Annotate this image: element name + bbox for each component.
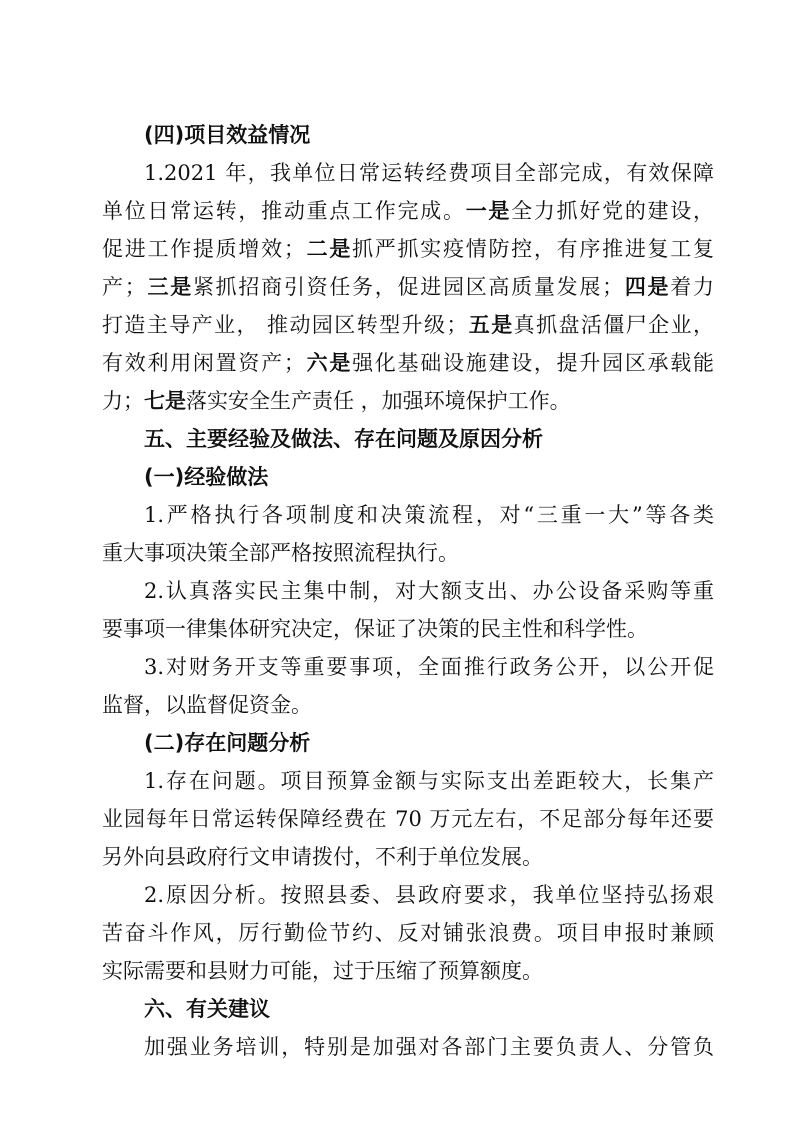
emphasis-three: 三是 xyxy=(145,275,193,299)
paragraph-line: 3.对财务开支等重要事项，全面推行政务公开，以公开促 xyxy=(144,655,714,679)
emphasis-six: 六是 xyxy=(304,351,353,375)
paragraph-line: 业园每年日常运转保障经费在 70 万元左右，不足部分每年还要 xyxy=(102,807,714,831)
emphasis-two: 二是 xyxy=(304,237,353,261)
section-5-heading: 五、主要经验及做法、存在问题及原因分析 xyxy=(144,427,543,451)
paragraph-line: 要事项一律集体研究决定，保证了决策的民主性和科学性。 xyxy=(102,617,648,641)
section-6-heading: 六、有关建议 xyxy=(144,997,270,1021)
paragraph-line: 实际需要和县财力可能，过于压缩了预算额度。 xyxy=(102,959,543,983)
paragraph-line: 有效利用闲置资产；六是强化基础设施建设，提升园区承载能 xyxy=(102,351,715,375)
emphasis-five: 五是 xyxy=(467,313,514,337)
paragraph-line: 1.严格执行各项制度和决策流程，对“三重一大”等各类 xyxy=(144,503,714,527)
paragraph-line: 2.原因分析。按照县委、县政府要求，我单位坚持弘扬艰 xyxy=(144,883,714,907)
emphasis-four: 四是 xyxy=(623,275,671,299)
paragraph-line: 加强业务培训，特别是加强对各部门主要负责人、分管负 xyxy=(144,1035,714,1059)
paragraph-line: 力；七是落实安全生产责任 ，加强环境保护工作。 xyxy=(102,389,571,413)
paragraph-line: 单位日常运转，推动重点工作完成。一是全力抓好党的建设， xyxy=(102,199,715,223)
emphasis-one: 一是 xyxy=(465,199,512,223)
subsection-2-heading: (二)存在问题分析 xyxy=(144,731,311,755)
paragraph-line: 1.2021 年，我单位日常运转经费项目全部完成，有效保障 xyxy=(144,161,714,185)
paragraph-line: 重大事项决策全部严格按照流程执行。 xyxy=(102,541,459,565)
paragraph-line: 另外向县政府行文申请拨付，不利于单位发展。 xyxy=(102,845,543,869)
paragraph-line: 苦奋斗作风，厉行勤俭节约、反对铺张浪费。项目申报时兼顾 xyxy=(102,921,714,945)
paragraph-line: 2.认真落实民主集中制，对大额支出、办公设备采购等重 xyxy=(144,579,714,603)
paragraph-line: 打造主导产业， 推动园区转型升级；五是真抓盘活僵尸企业， xyxy=(102,313,715,337)
paragraph-line: 产；三是紧抓招商引资任务，促进园区高质量发展；四是着力 xyxy=(102,275,715,299)
emphasis-seven: 七是 xyxy=(144,389,186,413)
paragraph-line: 监督，以监督促资金。 xyxy=(102,693,312,717)
section-4-heading: (四)项目效益情况 xyxy=(144,123,311,147)
paragraph-line: 1.存在问题。项目预算金额与实际支出差距较大，长集产 xyxy=(144,769,714,793)
paragraph-line: 促进工作提质增效；二是抓严抓实疫情防控，有序推进复工复 xyxy=(102,237,715,261)
subsection-1-heading: (一)经验做法 xyxy=(144,465,269,489)
